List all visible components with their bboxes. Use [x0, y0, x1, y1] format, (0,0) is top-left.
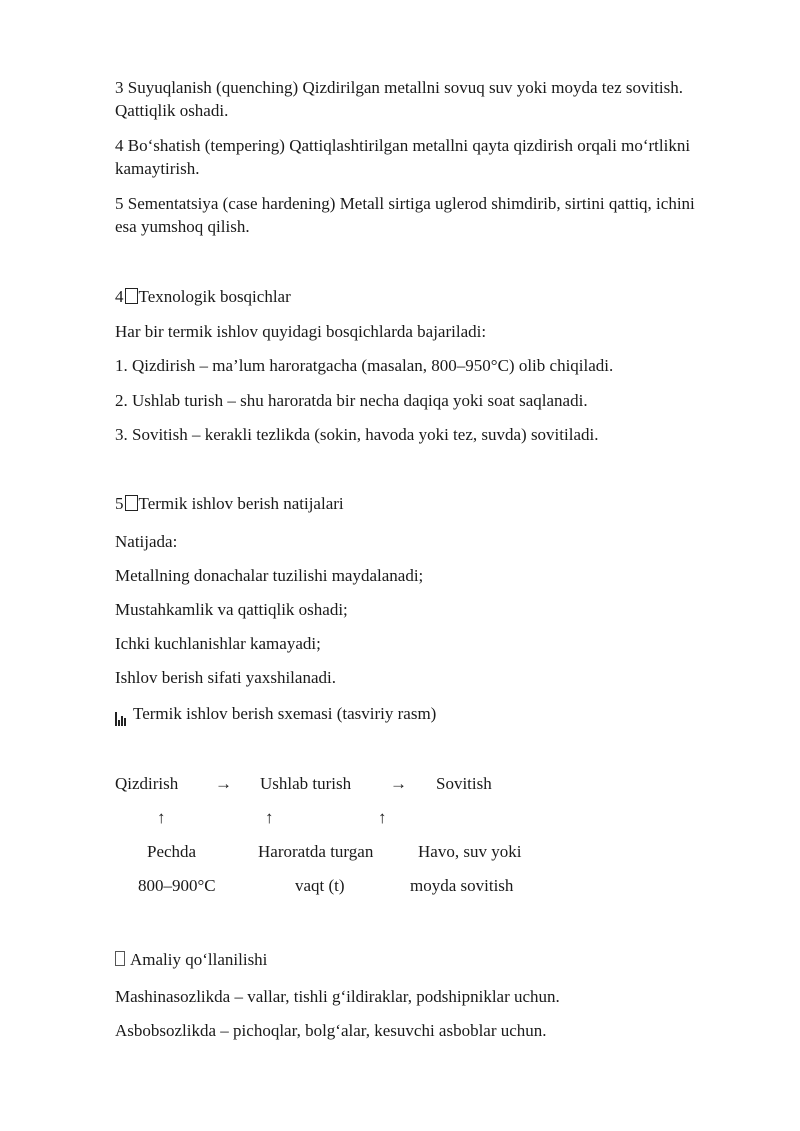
- result-item: Ichki kuchlanishlar kamayadi;: [115, 634, 321, 653]
- section-heading-5: [115, 492, 344, 515]
- applications-heading: [115, 948, 267, 971]
- results-intro: Natijada:: [115, 532, 178, 551]
- scheme-heading: [115, 702, 436, 726]
- section-title: Termik ishlov berish natijalari: [138, 494, 344, 513]
- paragraph-case-hardening: 5 Sementatsiya (case hardening) Metall sirtiga uglerod shimdirib, sirtini qattiq, ichini esa yumshoq qilish.: [115, 194, 695, 236]
- missing-glyph-icon: [125, 495, 138, 511]
- section-title: Texnologik bosqichlar: [138, 287, 291, 306]
- paragraph-tempering: 4 Bo‘shatish (tempering) Qattiqlashtirilgan metallni qayta qizdirish orqali mo‘rtlikni kamaytirish.: [115, 136, 691, 178]
- result-item: Mustahkamlik va qattiqlik oshadi;: [115, 600, 348, 619]
- scheme-heading-text: Termik ishlov berish sxemasi (tasviriy rasm): [133, 704, 437, 723]
- step-item: 3. Sovitish – kerakli tezlikda (sokin, havoda yoki tez, suvda) sovitiladi.: [115, 425, 599, 444]
- section-heading-4: [115, 285, 291, 308]
- step-item: 1. Qizdirish – ma’lum haroratgacha (masalan, 800–950°C) olib chiqiladi.: [115, 356, 614, 375]
- result-item: Ishlov berish sifati yaxshilanadi.: [115, 668, 336, 687]
- section-number: 5: [115, 494, 124, 513]
- scheme-step-cooling: Sovitish: [436, 774, 492, 793]
- scheme-step-holding: Ushlab turish: [260, 774, 352, 793]
- scheme-note-furnace: Pechda: [147, 842, 197, 861]
- scheme-note-holding: Haroratda turgan: [258, 842, 374, 861]
- scheme-note-temperature: 800–900°C: [138, 876, 216, 895]
- step-item: 2. Ushlab turish – shu haroratda bir necha daqiqa yoki soat saqlanadi.: [115, 391, 588, 410]
- result-item: Metallning donachalar tuzilishi maydalanadi;: [115, 566, 424, 585]
- application-item: Asbobsozlikda – pichoqlar, bolg‘alar, kesuvchi asboblar uchun.: [115, 1021, 547, 1040]
- applications-heading-text: Amaliy qo‘llanilishi: [130, 950, 268, 969]
- application-item: Mashinasozlikda – vallar, tishli g‘ildiraklar, podshipniklar uchun.: [115, 987, 560, 1006]
- bar-chart-icon: [115, 703, 127, 726]
- missing-glyph-icon: [115, 951, 125, 966]
- missing-glyph-icon: [125, 288, 138, 304]
- right-arrow-icon: →: [215, 774, 232, 793]
- up-arrow-icon: ↑: [157, 808, 166, 827]
- up-arrow-icon: ↑: [265, 808, 274, 827]
- scheme-note-time: vaqt (t): [295, 876, 345, 895]
- section-number: 4: [115, 287, 124, 306]
- scheme-note-cooling: Havo, suv yoki: [418, 842, 522, 861]
- scheme-note-medium: moyda sovitish: [410, 876, 514, 895]
- right-arrow-icon: →: [390, 774, 407, 793]
- scheme-step-heating: Qizdirish: [115, 774, 179, 793]
- steps-intro: Har bir termik ishlov quyidagi bosqichlarda bajariladi:: [115, 322, 487, 341]
- paragraph-quenching: 3 Suyuqlanish (quenching) Qizdirilgan metallni sovuq suv yoki moyda tez sovitish. Qattiqlik oshadi.: [115, 78, 684, 120]
- up-arrow-icon: ↑: [378, 808, 387, 827]
